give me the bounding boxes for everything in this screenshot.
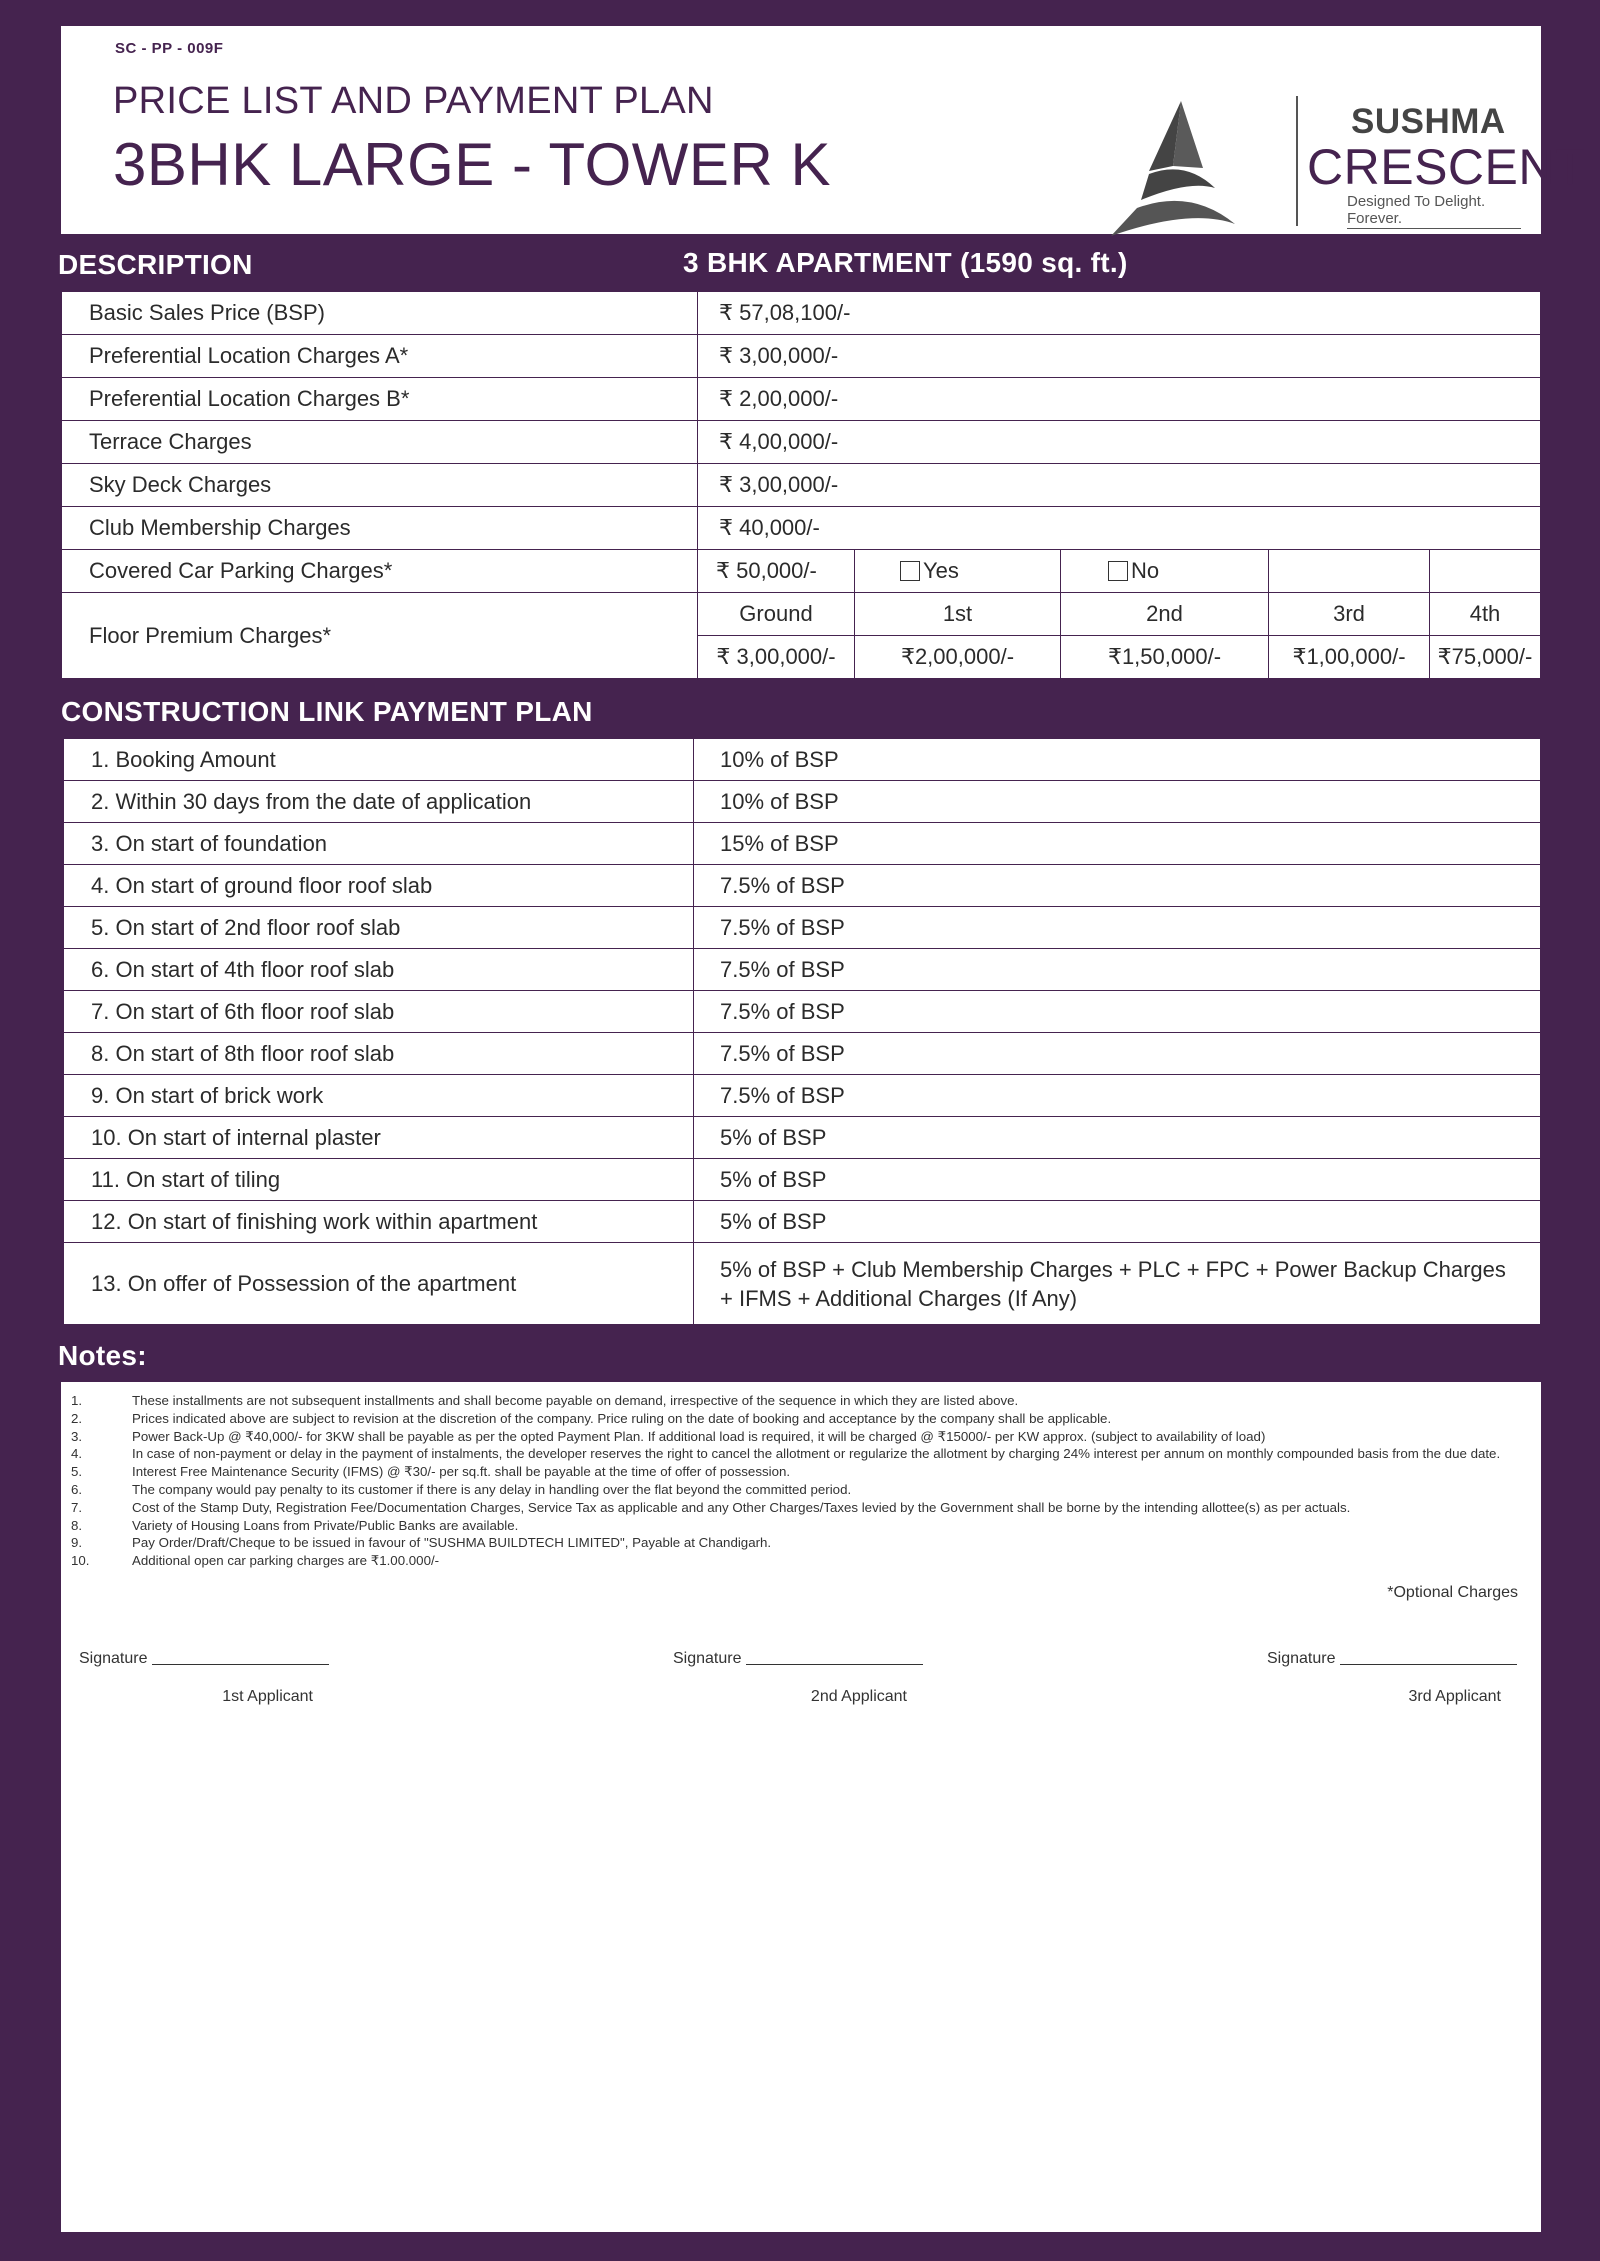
note-number: 4. [71, 1446, 83, 1462]
note-text: Additional open car parking charges are ₹1.00.000/- [132, 1553, 440, 1569]
row-label: 8. On start of 8th floor roof slab [64, 1033, 694, 1075]
parking-no-option[interactable] [1061, 550, 1269, 593]
table-row [64, 1243, 1541, 1325]
table-row [64, 739, 1541, 781]
row-value: 10% of BSP [694, 739, 1541, 781]
note-text: These installments are not subsequent installments and shall become payable on demand, irrespective of the sequence in which they are listed above. [132, 1393, 1019, 1408]
table-row [62, 335, 1541, 378]
row-value: 15% of BSP [694, 823, 1541, 865]
row-value: 7.5% of BSP [694, 865, 1541, 907]
signature-line[interactable] [152, 1664, 329, 1665]
note-item [71, 1481, 1501, 1499]
row-value: 7.5% of BSP [694, 1075, 1541, 1117]
table-row [64, 865, 1541, 907]
signature-block-3 [1267, 1650, 1517, 1705]
row-value: 5% of BSP [694, 1159, 1541, 1201]
payment-plan-table [63, 738, 1541, 1325]
empty-cell [1430, 550, 1541, 593]
no-label: No [1131, 558, 1160, 583]
header-panel [61, 26, 1587, 234]
table-row [64, 1033, 1541, 1075]
table-row [62, 507, 1541, 550]
row-label: 11. On start of tiling [64, 1159, 694, 1201]
optional-charges-note: *Optional Charges [1387, 1584, 1518, 1601]
table-row [62, 464, 1541, 507]
row-label: 7. On start of 6th floor roof slab [64, 991, 694, 1033]
note-number: 6. [71, 1481, 83, 1497]
no-checkbox[interactable] [1108, 561, 1128, 581]
note-item [71, 1445, 1501, 1463]
page-title: 3BHK LARGE - TOWER K [113, 131, 831, 198]
parking-row [62, 550, 1541, 593]
note-number: 10. [71, 1553, 90, 1569]
note-text: The company would pay penalty to its customer if there is any delay in handling over the flat beyond the committed period. [132, 1481, 852, 1497]
floor-value: ₹75,000/- [1430, 636, 1541, 679]
logo-tagline: Designed To Delight. Forever. [1347, 193, 1521, 229]
row-value: ₹ 3,00,000/- [698, 464, 1541, 507]
table-row [64, 823, 1541, 865]
row-label: Sky Deck Charges [62, 464, 698, 507]
logo-divider [1296, 96, 1298, 226]
row-value: 7.5% of BSP [694, 907, 1541, 949]
note-number: 5. [71, 1464, 83, 1480]
row-label: Club Membership Charges [62, 507, 698, 550]
row-label: Terrace Charges [62, 421, 698, 464]
logo-sushma-text: SUSHMA [1351, 102, 1506, 141]
floor-name: 2nd [1061, 593, 1269, 636]
table-row [64, 991, 1541, 1033]
row-label: 3. On start of foundation [64, 823, 694, 865]
floor-name: 4th [1430, 593, 1541, 636]
row-value: 10% of BSP [694, 781, 1541, 823]
parking-value: ₹ 50,000/- [698, 550, 855, 593]
row-value: ₹ 57,08,100/- [698, 292, 1541, 335]
row-value: ₹ 40,000/- [698, 507, 1541, 550]
page-subtitle: PRICE LIST AND PAYMENT PLAN [113, 80, 714, 122]
row-label: 1. Booking Amount [64, 739, 694, 781]
floor-name: 1st [855, 593, 1061, 636]
row-value: 5% of BSP [694, 1201, 1541, 1243]
value-line: + IFMS + Additional Charges (If Any) [720, 1285, 1078, 1311]
row-value: ₹ 3,00,000/- [698, 335, 1541, 378]
table-row [62, 292, 1541, 335]
note-item [71, 1428, 1501, 1446]
note-item [71, 1534, 1501, 1552]
table-row [62, 378, 1541, 421]
table-row [64, 781, 1541, 823]
table-row [64, 1201, 1541, 1243]
note-text: Variety of Housing Loans from Private/Public Banks are available. [132, 1517, 519, 1533]
note-text: Cost of the Stamp Duty, Registration Fee/Documentation Charges, Service Tax as applicable and any Other Charges/Taxes levied by the Government shall be borne by the intending allottee(s) as per actuals. [132, 1499, 1351, 1515]
floor-value: ₹ 3,00,000/- [698, 636, 855, 679]
note-item [71, 1392, 1501, 1410]
note-number: 2. [71, 1410, 83, 1426]
yes-checkbox[interactable] [900, 561, 920, 581]
floor-name: Ground [698, 593, 855, 636]
document-code: SC - PP - 009F [115, 40, 224, 57]
row-label: 10. On start of internal plaster [64, 1117, 694, 1159]
signature-label: Signature [79, 1650, 148, 1667]
empty-cell [1269, 550, 1430, 593]
value-line: 5% of BSP + Club Membership Charges + PLC + FPC + Power Backup Charges [720, 1256, 1506, 1282]
yes-label: Yes [923, 558, 959, 583]
table-row [64, 1159, 1541, 1201]
applicant-label: 2nd Applicant [810, 1688, 907, 1705]
table-row [64, 1075, 1541, 1117]
row-label: Preferential Location Charges A* [62, 335, 698, 378]
table-row [64, 907, 1541, 949]
row-value: ₹ 4,00,000/- [698, 421, 1541, 464]
note-item [71, 1499, 1501, 1517]
row-label: 2. Within 30 days from the date of application [64, 781, 694, 823]
note-text: Pay Order/Draft/Cheque to be issued in favour of "SUSHMA BUILDTECH LIMITED", Payable at Chandigarh. [132, 1535, 772, 1551]
row-value: 5% of BSP [694, 1117, 1541, 1159]
row-label: 4. On start of ground floor roof slab [64, 865, 694, 907]
pyramid-logo-icon [1111, 96, 1241, 246]
signature-label: Signature [673, 1650, 742, 1667]
signature-label: Signature [1267, 1650, 1336, 1667]
note-number: 9. [71, 1535, 83, 1551]
signature-block-1 [79, 1650, 329, 1705]
row-value: ₹ 2,00,000/- [698, 378, 1541, 421]
floor-value: ₹1,00,000/- [1269, 636, 1430, 679]
applicant-label: 3rd Applicant [1408, 1688, 1501, 1705]
note-item [71, 1410, 1501, 1428]
notes-panel [61, 1382, 1541, 2232]
row-label: 13. On offer of Possession of the apartment [64, 1243, 694, 1325]
note-text: Prices indicated above are subject to revision at the discretion of the company. Price ruling on the date of booking and acceptance by the company shall be applicable. [132, 1410, 1112, 1426]
row-value: 7.5% of BSP [694, 949, 1541, 991]
description-table [61, 291, 1541, 679]
signature-line[interactable] [1340, 1664, 1517, 1665]
signature-line[interactable] [746, 1664, 923, 1665]
row-value: 7.5% of BSP [694, 1033, 1541, 1075]
floor-value: ₹1,50,000/- [1061, 636, 1269, 679]
logo-crescent-text: CRESCENT [1307, 139, 1587, 195]
row-label: 9. On start of brick work [64, 1075, 694, 1117]
row-value [694, 1243, 1541, 1325]
parking-label: Covered Car Parking Charges* [62, 550, 698, 593]
apartment-heading: 3 BHK APARTMENT (1590 sq. ft.) [683, 247, 1128, 278]
note-item [71, 1463, 1501, 1481]
notes-list [71, 1392, 1501, 1570]
description-heading: DESCRIPTION [58, 249, 253, 280]
table-row [62, 421, 1541, 464]
floor-premium-label: Floor Premium Charges* [62, 593, 698, 679]
note-text: Interest Free Maintenance Security (IFMS) @ ₹30/- per sq.ft. shall be payable at the time of offer of possession. [132, 1464, 791, 1480]
parking-yes-option[interactable] [855, 550, 1061, 593]
note-text: In case of non-payment or delay in the payment of instalments, the developer reserves the right to cancel the allotment or regularize the allotment by charging 24% interest per annum on monthly compounded basis from the due date. [132, 1446, 1501, 1462]
applicant-label: 1st Applicant [222, 1688, 313, 1705]
note-item [71, 1552, 1501, 1570]
notes-heading: Notes: [58, 1340, 147, 1371]
note-item [71, 1517, 1501, 1535]
floor-name: 3rd [1269, 593, 1430, 636]
signature-block-2 [673, 1650, 923, 1705]
floor-value: ₹2,00,000/- [855, 636, 1061, 679]
sushma-crescent-logo [1111, 66, 1587, 227]
row-value: 7.5% of BSP [694, 991, 1541, 1033]
table-row [64, 949, 1541, 991]
row-label: 5. On start of 2nd floor roof slab [64, 907, 694, 949]
note-number: 1. [71, 1393, 83, 1408]
payment-plan-heading: CONSTRUCTION LINK PAYMENT PLAN [61, 696, 593, 727]
floor-header-row [62, 593, 1541, 636]
row-label: 6. On start of 4th floor roof slab [64, 949, 694, 991]
note-number: 7. [71, 1499, 83, 1515]
note-number: 8. [71, 1517, 83, 1533]
row-label: Preferential Location Charges B* [62, 378, 698, 421]
table-row [64, 1117, 1541, 1159]
row-label: 12. On start of finishing work within apartment [64, 1201, 694, 1243]
note-number: 3. [71, 1428, 83, 1444]
row-label: Basic Sales Price (BSP) [62, 292, 698, 335]
note-text: Power Back-Up @ ₹40,000/- for 3KW shall be payable as per the opted Payment Plan. If additional load is required, it will be charged @ ₹15000/- per KW approx. (subject to availability of load) [132, 1428, 1266, 1444]
